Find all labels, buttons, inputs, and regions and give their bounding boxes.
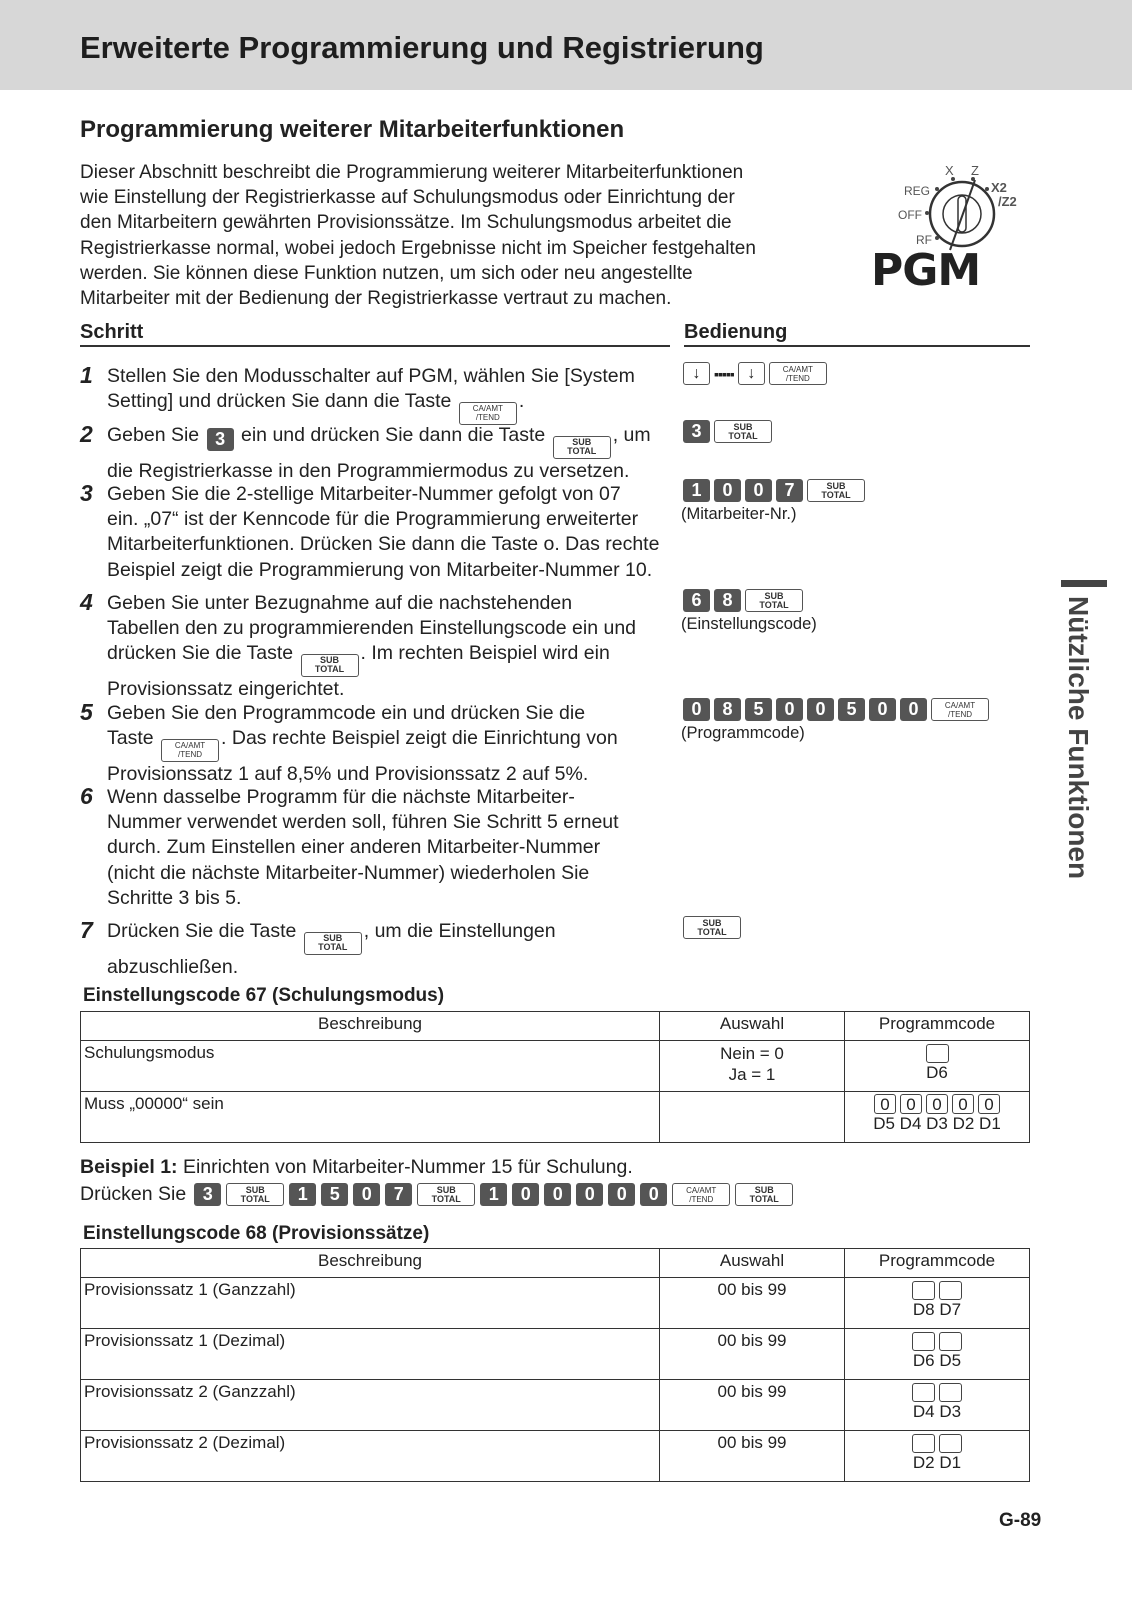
key-label: TOTAL [240,1193,270,1204]
intro-line: Registrierkasse normal, wobei jedoch Ergebnisse nicht im Speicher festgehalten [80,237,756,259]
table-cell-selection: 00 bis 99 [660,1380,845,1431]
digit-key: 3 [194,1183,221,1206]
digit-key: 3 [683,420,710,443]
key-label: TOTAL [759,599,789,610]
digit-position-label: D2 D1 [912,1453,962,1473]
switch-label-z: Z [971,163,979,178]
key-label: SUB [320,655,340,666]
table-67-title: Einstellungscode 67 (Schulungsmodus) [83,985,445,1006]
table-header: Programmcode [845,1249,1030,1278]
table-cell-description: Schulungsmodus [81,1041,660,1092]
key-label: CA/AMT [782,364,813,374]
switch-label-off: OFF [898,208,922,222]
switch-label-reg: REG [904,184,931,198]
table-cell-code [845,1278,1030,1329]
table-header: Programmcode [845,1012,1030,1041]
table-header-row [81,1249,1030,1278]
table-row [81,1380,1030,1431]
intro-line: werden. Sie können diese Funktion nutzen, um sich oder neu angestellte [80,262,693,284]
step-text: . Im rechten Beispiel wird ein [360,642,610,665]
ca-amt-tend-key [459,402,517,425]
step-line: Geben Sie den Programmcode ein und drücken Sie die [107,702,586,724]
digit-key: 1 [289,1183,316,1206]
press-label: Drücken Sie [80,1183,187,1205]
key-label: CA/AMT [472,404,503,414]
down-arrow-key: ↓ [738,362,765,385]
digit-key: 1 [683,479,710,502]
step-number: 5 [80,699,93,725]
table-cell-description: Muss „00000“ sein [81,1092,660,1143]
step-text: Geben Sie [107,424,200,446]
step-number: 1 [80,362,93,388]
step-line: Geben Sie unter Bezugnahme auf die nachstehenden [107,592,573,614]
sub-total-key [417,1183,475,1206]
step-line: Nummer verwendet werden soll, führen Sie Schritt 5 erneut [107,811,619,834]
step-text: , um [612,424,651,446]
operation-caption: (Einstellungscode) [681,615,817,633]
table-header-row [81,1012,1030,1041]
table-cell-description: Provisionssatz 1 (Ganzzahl) [81,1278,660,1329]
table-cell-description: Provisionssatz 2 (Dezimal) [81,1431,660,1482]
column-header-step: Schritt [80,321,670,347]
step-line: durch. Zum Einstellen einer anderen Mitarbeiter-Nummer [107,836,601,859]
sub-total-key [745,589,803,612]
digit-key: 5 [321,1183,348,1206]
intro-line: wie Einstellung der Registrierkasse auf Schulungsmodus oder Einrichtung der [80,187,735,209]
empty-digit-box [939,1332,962,1351]
digit-position-label: D6 [926,1063,948,1083]
operation-7 [683,915,741,940]
step-line: Mitarbeiterfunktionen. Drücken Sie dann die Taste o. Das rechte [107,533,660,556]
digit-key: 7 [385,1183,412,1206]
step-line: Beispiel zeigt die Programmierung von Mitarbeiter-Nummer 10. [107,558,653,581]
digit-key: 1 [480,1183,507,1206]
step-line: ein. „07“ ist der Kenncode für die Programmierung erweiterter [107,508,639,531]
key-label: TOTAL [728,430,758,441]
step-line [107,726,618,762]
step-line: abzuschließen. [107,955,239,978]
key-label: SUB [733,421,753,432]
table-cell-selection [660,1041,845,1092]
digit-key: 0 [544,1183,571,1206]
down-arrow-key: ↓ [683,362,710,385]
table-cell-code [845,1431,1030,1482]
key-label: TOTAL [821,489,851,500]
example-label: Beispiel 1: [80,1156,178,1178]
key-label: TOTAL [567,446,597,456]
key-label: TOTAL [749,1193,779,1204]
operation-5 [681,697,989,743]
digit-box: 0 [952,1094,974,1114]
digit-box: 0 [900,1094,922,1114]
digit-key: 3 [207,428,234,451]
step-line: Provisionssatz eingerichtet. [107,677,345,700]
key-label: CA/AMT [686,1185,717,1195]
mode-switch-icon [880,158,1040,253]
ca-amt-tend-key [672,1183,730,1206]
key-label: SUB [754,1184,774,1195]
operation-caption: (Programmcode) [681,724,805,742]
intro-paragraph [80,160,840,311]
key-label: /TEND [475,413,500,423]
sub-total-key [226,1183,284,1206]
selection-value: Ja = 1 [728,1065,776,1084]
ca-amt-tend-key [161,739,219,762]
step-line: Stellen Sie den Modusschalter auf PGM, wählen Sie [System [107,365,635,387]
step-text: drücken Sie die Taste [107,642,294,665]
step-number: 7 [80,917,93,943]
example-1-title [80,1156,633,1179]
step-line: (nicht die nächste Mitarbeiter-Nummer) wiederholen Sie [107,861,590,884]
switch-label-z2: /Z2 [998,194,1017,209]
table-row [81,1329,1030,1380]
key-label: /TEND [948,709,972,719]
page-number: G-89 [999,1510,1042,1531]
step-number: 4 [80,589,93,615]
step-line: Provisionssatz 1 auf 8,5% und Provisionssatz 2 auf 5%. [107,762,589,785]
digit-key: 5 [838,698,865,721]
step-text: . [518,390,525,413]
pgm-mode-label: PGM [871,245,981,296]
example-text: Einrichten von Mitarbeiter-Nummer 15 für Schulung. [177,1156,633,1178]
empty-digit-box [939,1281,962,1300]
step-number: 3 [80,480,93,506]
key-label: /TEND [689,1194,714,1204]
table-cell-code [845,1092,1030,1143]
step-line [107,641,636,677]
side-tab-bar [1061,580,1107,587]
empty-digit-box [912,1332,935,1351]
intro-line: Mitarbeiter mit der Bedienung der Registrierkasse vertraut zu machen. [80,288,672,310]
operation-3 [681,478,865,524]
step-text: ein und drücken Sie dann die Taste [241,424,546,446]
sub-total-key [735,1183,793,1206]
table-header: Auswahl [660,1249,845,1278]
digit-position-label: D4 D3 [912,1402,962,1422]
repeat-dots: ▪▪▪▪▪ [714,365,734,382]
digit-key: 0 [745,479,772,502]
example-1-sequence [80,1183,793,1206]
sub-total-key [553,436,611,459]
empty-digit-box [912,1281,935,1300]
step-text: Setting] und drücken Sie dann die Taste [107,390,452,413]
step-line: Wenn dasselbe Programm für die nächste Mitarbeiter- [107,786,575,808]
step-line: Schritte 3 bis 5. [107,886,242,909]
digit-box: 0 [978,1094,1000,1114]
page-title: Erweiterte Programmierung und Registrierung [80,30,764,65]
key-label: /TEND [178,750,203,760]
table-cell-selection [660,1092,845,1143]
column-header-operation: Bedienung [684,321,1030,347]
key-label: SUB [436,1184,456,1195]
ca-amt-tend-key [769,362,827,385]
table-header: Beschreibung [81,1012,660,1041]
digit-position-label: D8 D7 [912,1300,962,1320]
table-row [81,1278,1030,1329]
empty-digit-box [926,1044,949,1063]
empty-digit-box [912,1434,935,1453]
operation-caption: (Mitarbeiter-Nr.) [681,505,797,523]
digit-key: 8 [714,589,741,612]
digit-key: 6 [683,589,710,612]
table-row [81,1092,1030,1143]
intro-line: den Mitarbeitern gewährten Provisionssätze. Im Schulungsmodus arbeitet die [80,212,732,234]
digit-key: 8 [714,698,741,721]
key-label: SUB [572,437,592,447]
digit-key: 0 [576,1183,603,1206]
key-label: SUB [702,917,722,928]
step-text: . Das rechte Beispiel zeigt die Einrichtung von [221,727,618,750]
sub-total-key [301,654,359,677]
table-67 [80,1011,1030,1143]
key-label: SUB [323,933,343,943]
switch-label-x: X [945,163,954,178]
step-line [107,919,556,955]
operation-4 [681,588,817,634]
table-header: Beschreibung [81,1249,660,1278]
step-text: , um die Einstellungen [363,920,556,942]
digit-key: 0 [512,1183,539,1206]
sub-total-key [683,916,741,939]
step-text: Taste [107,727,154,750]
step-number: 6 [80,783,93,809]
digit-key: 0 [608,1183,635,1206]
table-cell-code [845,1380,1030,1431]
operation-1 [683,361,827,386]
step-line [107,423,651,459]
digit-key: 0 [869,698,896,721]
step-line: Tabellen den zu programmierenden Einstellungscode ein und [107,617,637,640]
step-text: Drücken Sie die Taste [107,920,297,942]
digit-key: 0 [807,698,834,721]
table-68 [80,1248,1030,1482]
digit-box: 0 [874,1094,896,1114]
empty-digit-box [939,1434,962,1453]
empty-digit-box [912,1383,935,1402]
digit-key: 7 [776,479,803,502]
operation-2 [683,419,772,444]
step-line: Geben Sie die 2-stellige Mitarbeiter-Nummer gefolgt von 07 [107,483,621,505]
side-tab-label: Nützliche Funktionen [1063,596,1094,880]
table-cell-selection: 00 bis 99 [660,1329,845,1380]
digit-key: 5 [745,698,772,721]
table-cell-code [845,1329,1030,1380]
table-68-title: Einstellungscode 68 (Provisionssätze) [83,1223,430,1244]
table-cell-selection: 00 bis 99 [660,1278,845,1329]
empty-digit-box [939,1383,962,1402]
table-cell-selection: 00 bis 99 [660,1431,845,1482]
digit-key: 0 [683,698,710,721]
switch-label-x2: X2 [991,180,1007,195]
digit-position-label: D6 D5 [912,1351,962,1371]
ca-amt-tend-key [931,698,989,721]
key-label: TOTAL [697,926,727,937]
intro-line: Dieser Abschnitt beschreibt die Programmierung weiterer Mitarbeiterfunktionen [80,162,744,183]
key-label: TOTAL [318,942,348,952]
table-row [81,1041,1030,1092]
digit-key: 0 [776,698,803,721]
selection-value: Nein = 0 [720,1044,784,1063]
step-line: die Registrierkasse in den Programmiermodus zu versetzen. [107,459,630,482]
sub-total-key [807,479,865,502]
key-label: CA/AMT [944,700,976,710]
step-number: 2 [80,421,93,447]
digit-key: 0 [900,698,927,721]
key-label: CA/AMT [174,741,206,751]
digit-key: 0 [714,479,741,502]
table-cell-code [845,1041,1030,1092]
table-cell-description: Provisionssatz 2 (Ganzzahl) [81,1380,660,1431]
key-label: TOTAL [431,1193,461,1204]
key-label: SUB [245,1184,265,1195]
switch-label-rf: RF [916,233,932,247]
digit-key: 0 [353,1183,380,1206]
key-label: /TEND [785,373,810,383]
table-cell-description: Provisionssatz 1 (Dezimal) [81,1329,660,1380]
digit-box: 0 [926,1094,948,1114]
sub-total-key [304,932,362,955]
digit-key: 0 [640,1183,667,1206]
key-label: SUB [826,480,846,491]
key-label: SUB [764,590,784,601]
sub-total-key [714,420,772,443]
section-title: Programmierung weiterer Mitarbeiterfunktionen [80,116,625,143]
table-header: Auswahl [660,1012,845,1041]
key-label: TOTAL [314,664,345,675]
table-row [81,1431,1030,1482]
step-line [107,389,635,425]
digit-position-label: D5 D4 D3 D2 D1 [873,1114,1001,1133]
